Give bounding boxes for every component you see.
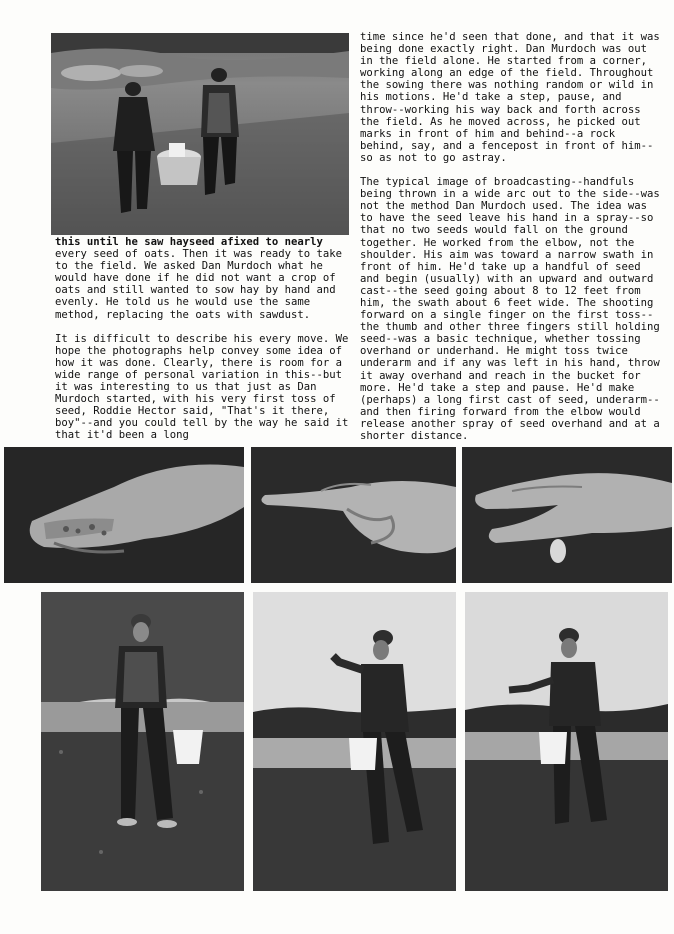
photo-hand-holding-seed-image	[4, 447, 244, 583]
lead-line: this until he saw hayseed afixed to nearly	[55, 236, 323, 248]
photo-man-casting-forward	[465, 592, 668, 891]
photo-hand-releasing-seed-image	[462, 447, 672, 583]
photo-man-standing-with-bucket-image	[41, 592, 244, 891]
photo-man-casting-forward-image	[465, 592, 668, 891]
photo-two-men-walking-image	[51, 33, 349, 235]
right-column-text	[360, 31, 662, 454]
left-paragraph-1-rest: every seed of oats. Then it was ready to take to the field. We asked Dan Murdoch what he would have done if he did not want a crop of oats and still wanted to sow hay by hand and evenly. He told us he would use the same method, replacing the oats with sawdust.	[55, 248, 343, 321]
photo-two-men-walking	[51, 33, 349, 235]
photo-man-standing-with-bucket	[41, 592, 244, 891]
photo-hand-pointing-finger-image	[251, 447, 456, 583]
right-paragraph-1: time since he'd seen that done, and that it was being done exactly right. Dan Murdoch was out in the field alone. He started from a corner, working along an edge of the field. Throughout the sowing there was nothing random or wild in his motions. He'd take a step, pause, and throw--working his way back and forth across the field. As he moved across, he picked out marks in front of him and behind--a rock behind, say, and a fencepost in front of him--so as not to go astray.	[360, 31, 660, 164]
photo-hand-releasing-seed	[462, 447, 672, 583]
left-paragraph-1	[55, 236, 350, 321]
photo-man-casting-overhand	[253, 592, 456, 891]
photo-man-casting-overhand-image	[253, 592, 456, 891]
photo-hand-holding-seed	[4, 447, 244, 583]
left-column-text	[55, 236, 350, 454]
right-paragraph-2: The typical image of broadcasting--handfuls being thrown in a wide arc out to the side--was not the method Dan Murdoch used. The idea was to have the seed leave his hand in a spray--so that no two seeds would fall on the ground together. He worked from the elbow, not the shoulder. His aim was toward a narrow swath in front of him. He'd take up a handful of seed and begin (usually) with an upward and outward cast--the seed going about 8 to 12 feet from him, the swath about 6 feet wide. The shooting forward on a single finger on the first toss--the thumb and other three fingers still holding seed--was a basic technique, whether tossing overhand or underhand. He might toss twice underarm and if any was left in his hand, throw it away overhand and reach in the bucket for more. He'd take a step and pause. He'd make (perhaps) a long first cast of seed, underarm--and then firing forward from the elbow would release another spray of seed overhand and at a shorter distance.	[360, 176, 660, 442]
photo-hand-pointing-finger	[251, 447, 456, 583]
left-paragraph-2: It is difficult to describe his every move. We hope the photographs help convey some idea of how it was done. Clearly, there is room for a wide range of personal variation in this--but it was interesting to us that just as Dan Murdoch started, with his very first toss of seed, Roddie Hector said, "That's it there, boy"--and you could tell by the way he said it that it'd been a long	[55, 332, 349, 442]
